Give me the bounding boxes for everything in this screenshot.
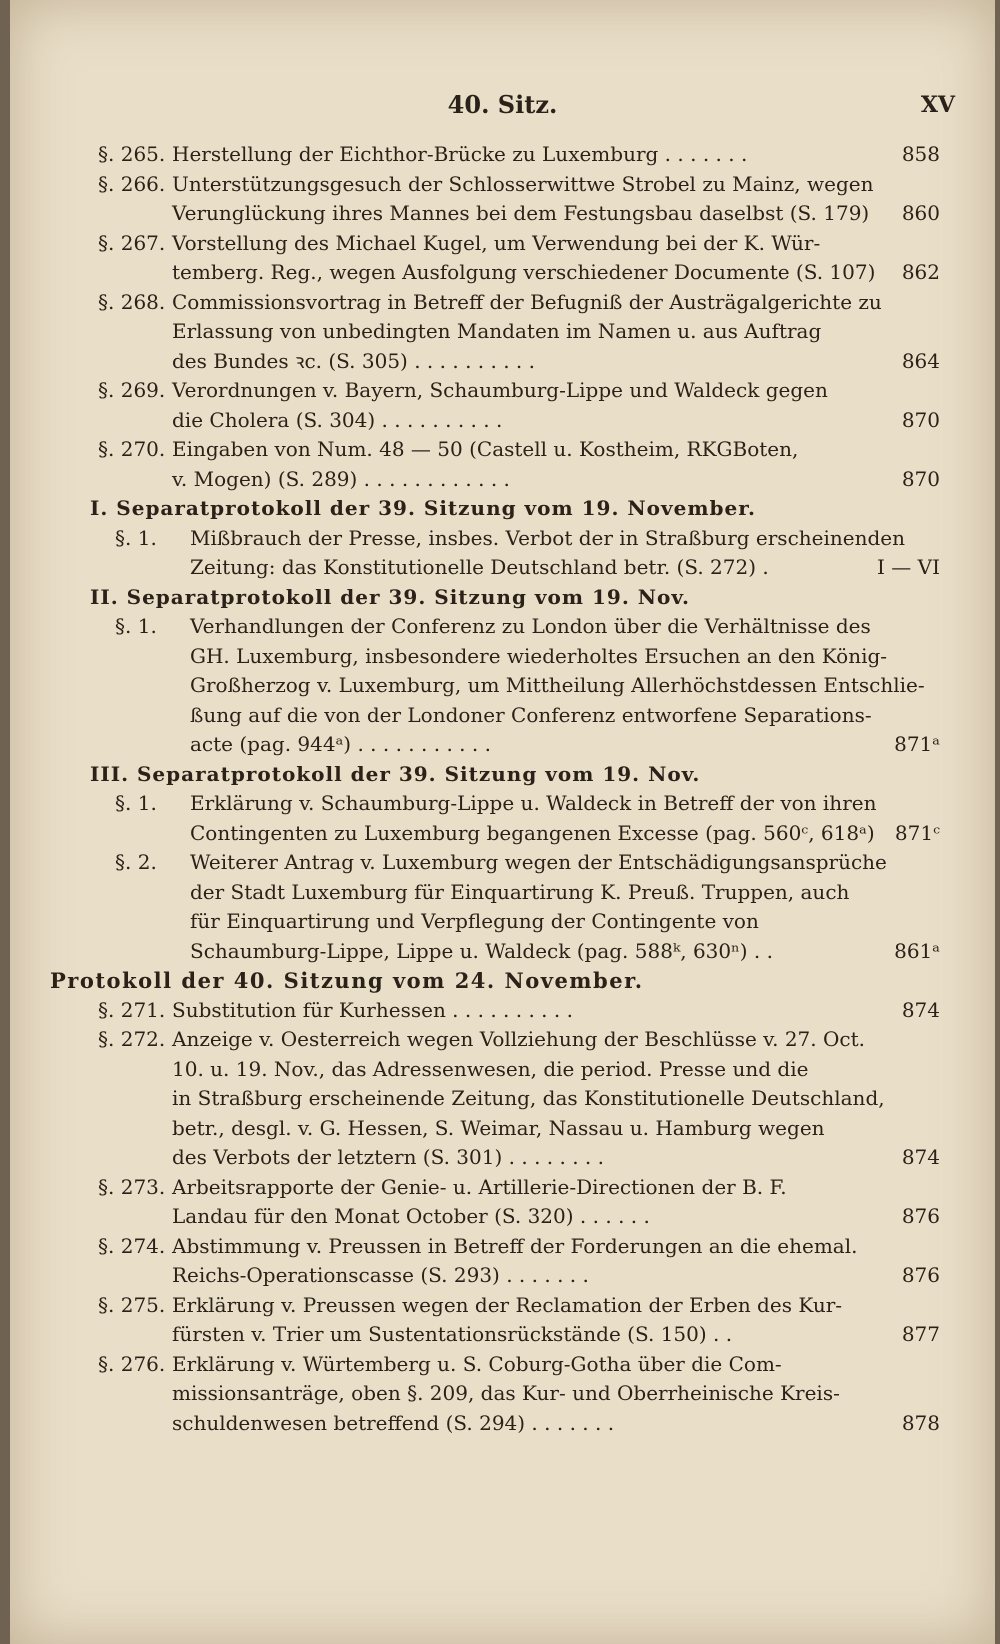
entry-page-number: 870 (901, 466, 940, 491)
toc-entry (90, 612, 940, 760)
entry-page-number: I — VI (877, 555, 940, 579)
toc-entry (90, 1232, 940, 1291)
entry-page-number: 874 (901, 1145, 940, 1169)
entry-number: §. 1. (115, 614, 157, 638)
section-heading: I. Separatprotokoll der 39. Sitzung vom 19. November. (90, 496, 756, 520)
entry-text-line: für Einquartirung und Verpflegung der Contingente von (190, 909, 759, 933)
page-header (10, 90, 995, 130)
entry-text-line: Anzeige v. Oesterreich wegen Vollziehung der Beschlüsse v. 27. Oct. (172, 1027, 865, 1051)
entry-page-number: 877 (901, 1322, 940, 1346)
toc-entry (90, 1291, 940, 1350)
running-title: 40. Sitz. (447, 90, 558, 119)
toc-entry (90, 524, 940, 583)
entry-page-number: 864 (901, 348, 940, 373)
entry-number: §. 266. (98, 171, 166, 196)
entry-text-line: Vorstellung des Michael Kugel, um Verwendung bei der K. Wür- (172, 230, 821, 255)
entry-text-line: Abstimmung v. Preussen in Betreff der Forderungen an die ehemal. (172, 1233, 858, 1258)
entry-text-line: Herstellung der Eichthor-Brücke zu Luxemburg . . . . . . . (172, 142, 748, 166)
entry-text-line: Eingaben von Num. 48 — 50 (Castell u. Kostheim, RKGBoten, (172, 437, 799, 461)
entry-number: §. 271. (98, 997, 166, 1022)
entry-text-line: Großherzog v. Luxemburg, um Mittheilung Allerhöchstdessen Entschlie- (190, 673, 925, 697)
entry-text-line: schuldenwesen betreffend (S. 294) . . . . . . . (172, 1410, 615, 1435)
entry-text-line: Schaumburg-Lippe, Lippe u. Waldeck (pag. 588ᵏ, 630ⁿ) . . (190, 938, 774, 963)
entry-text-line: die Cholera (S. 304) . . . . . . . . . . (172, 407, 503, 432)
entry-text-line: Erlassung von unbedingten Mandaten im Namen u. aus Auftrag (172, 319, 822, 343)
entry-page-number: 878 (901, 1410, 940, 1435)
entry-page-number: 860 (901, 201, 940, 225)
toc-entry (90, 376, 940, 435)
entry-text-line: Unterstützungsgesuch der Schlosserwittwe Strobel zu Mainz, wegen (172, 171, 874, 196)
toc-entry (90, 996, 940, 1026)
entry-page-number: 871ᵃ (894, 732, 940, 756)
toc-entry (90, 789, 940, 848)
entry-text-line: Landau für den Monat October (S. 320) . . . . . . (172, 1204, 650, 1228)
entry-text-line: des Bundes ꝛc. (S. 305) . . . . . . . . . . (172, 348, 536, 373)
entry-text-line: Mißbrauch der Presse, insbes. Verbot der in Straßburg erscheinenden (190, 525, 905, 550)
entry-text-line: fürsten v. Trier um Sustentationsrückstände (S. 150) . . (172, 1322, 733, 1346)
entry-text-line: Erklärung v. Würtemberg u. S. Coburg-Gotha über die Com- (172, 1351, 782, 1376)
entry-text-line: Verunglückung ihres Mannes bei dem Festungsbau daselbst (S. 179) (172, 201, 870, 225)
toc-entry (90, 435, 940, 494)
entry-page-number: 862 (901, 260, 940, 284)
page-number: XV (920, 92, 955, 118)
document-page (10, 0, 995, 1644)
toc-entry (90, 170, 940, 229)
entry-text-line: temberg. Reg., wegen Ausfolgung verschiedener Documente (S. 107) (172, 260, 876, 284)
entry-number: §. 267. (98, 230, 166, 255)
entry-text-line: Erklärung v. Schaumburg-Lippe u. Waldeck in Betreff der von ihren (190, 791, 877, 815)
entry-number: §. 2. (115, 850, 157, 874)
entry-text-line: Commissionsvortrag in Betreff der Befugniß der Austrägalgerichte zu (172, 289, 882, 314)
toc-entry (90, 1025, 940, 1173)
entry-text-line: Arbeitsrapporte der Genie- u. Artillerie-Directionen der B. F. (172, 1174, 787, 1199)
entry-page-number: 870 (901, 407, 940, 432)
entry-text-line: Zeitung: das Konstitutionelle Deutschland betr. (S. 272) . (190, 555, 769, 579)
entry-number: §. 268. (98, 289, 166, 314)
entry-text-line: in Straßburg erscheinende Zeitung, das Konstitutionelle Deutschland, (172, 1086, 885, 1110)
section-heading: III. Separatprotokoll der 39. Sitzung vom 19. Nov. (90, 761, 701, 786)
toc-entry (90, 1173, 940, 1232)
entry-page-number: 861ᵃ (894, 938, 940, 963)
entry-text-line: des Verbots der letztern (S. 301) . . . . . . . . (172, 1145, 605, 1169)
entry-text-line: missionsanträge, oben §. 209, das Kur- und Oberrheinische Kreis- (172, 1381, 840, 1405)
entry-text-line: v. Mogen) (S. 289) . . . . . . . . . . . . (172, 466, 510, 491)
entry-text-line: Substitution für Kurhessen . . . . . . . . . . (172, 997, 573, 1022)
entry-number: §. 270. (98, 437, 166, 461)
entry-text-line: Verhandlungen der Conferenz zu London über die Verhältnisse des (190, 614, 871, 638)
entry-number: §. 1. (115, 525, 157, 550)
protocol-heading: Protokoll der 40. Sitzung vom 24. November. (50, 968, 644, 993)
entry-page-number: 876 (901, 1204, 940, 1228)
entry-number: §. 275. (98, 1292, 166, 1317)
entry-text-line: Contingenten zu Luxemburg begangenen Excesse (pag. 560ᶜ, 618ᵃ) (190, 820, 875, 845)
toc-entry (90, 229, 940, 288)
entry-number: §. 269. (98, 378, 166, 402)
entry-text-line: Weiterer Antrag v. Luxemburg wegen der Entschädigungsansprüche (190, 850, 887, 874)
section-heading: II. Separatprotokoll der 39. Sitzung vom 19. Nov. (90, 584, 690, 609)
entry-number: §. 1. (115, 791, 157, 815)
toc-entry (90, 1350, 940, 1439)
table-of-contents (50, 140, 940, 1438)
entry-number: §. 276. (98, 1351, 166, 1376)
toc-entry (90, 848, 940, 966)
entry-text-line: 10. u. 19. Nov., das Adressenwesen, die period. Presse und die (172, 1056, 809, 1081)
entry-text-line: acte (pag. 944ᵃ) . . . . . . . . . . . (190, 732, 491, 756)
entry-page-number: 874 (901, 997, 940, 1022)
entry-text-line: der Stadt Luxemburg für Einquartirung K. Preuß. Truppen, auch (190, 879, 850, 904)
entry-number: §. 274. (98, 1233, 166, 1258)
entry-text-line: betr., desgl. v. G. Hessen, S. Weimar, Nassau u. Hamburg wegen (172, 1115, 825, 1140)
entry-number: §. 265. (98, 142, 166, 166)
entry-text-line: GH. Luxemburg, insbesondere wiederholtes Ersuchen an den König- (190, 643, 888, 668)
entry-text-line: Reichs-Operationscasse (S. 293) . . . . . . . (172, 1263, 589, 1287)
entry-page-number: 876 (901, 1263, 940, 1287)
entry-text-line: Erklärung v. Preussen wegen der Reclamation der Erben des Kur- (172, 1292, 843, 1317)
toc-entry (90, 288, 940, 377)
entry-page-number: 871ᶜ (894, 820, 940, 845)
entry-text-line: Verordnungen v. Bayern, Schaumburg-Lippe und Waldeck gegen (172, 378, 828, 402)
entry-number: §. 273. (98, 1174, 166, 1199)
toc-entry (90, 140, 940, 170)
entry-text-line: ßung auf die von der Londoner Conferenz entworfene Separations- (190, 702, 872, 727)
entry-page-number: 858 (901, 142, 940, 166)
entry-number: §. 272. (98, 1027, 166, 1051)
